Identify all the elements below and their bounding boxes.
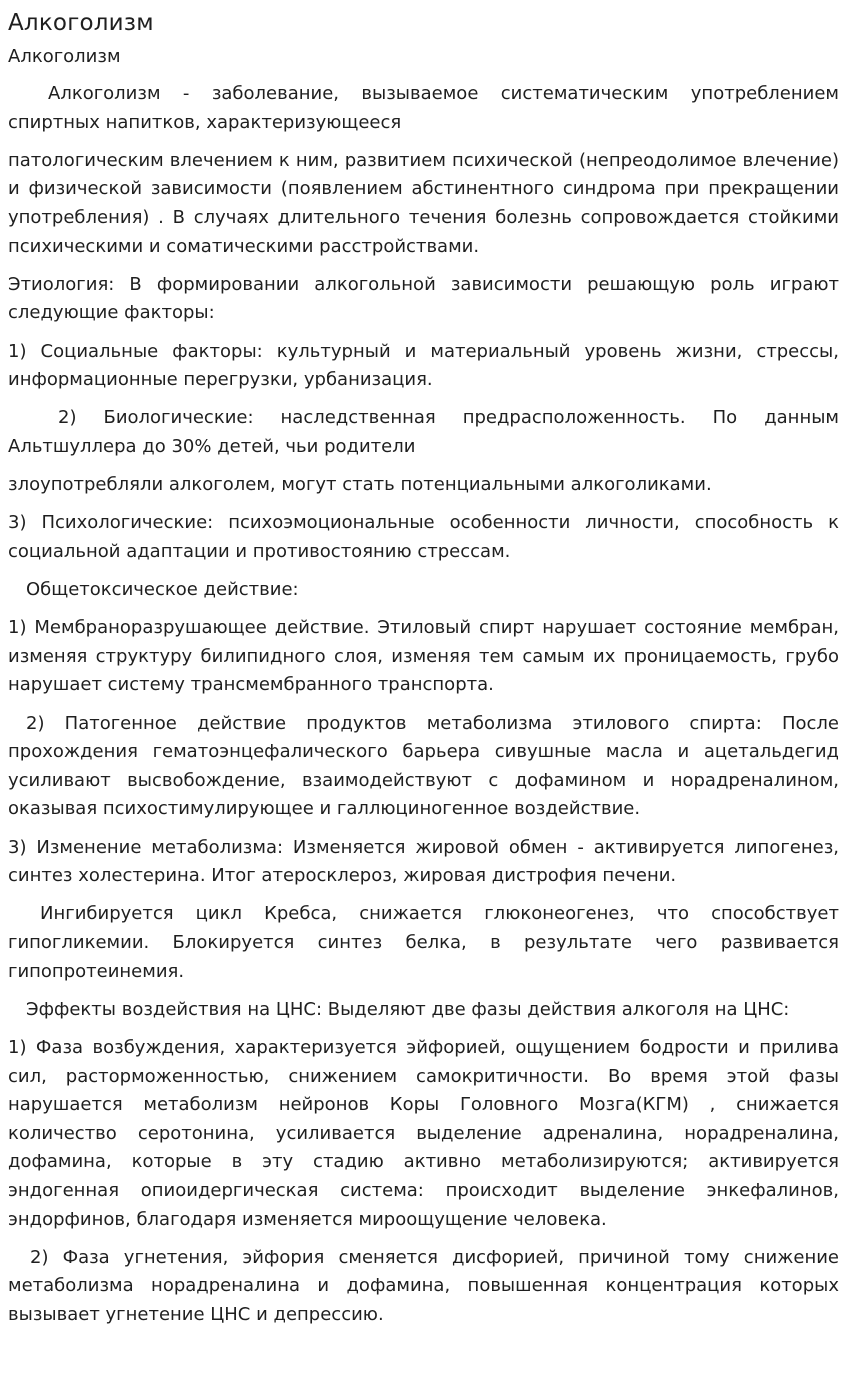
document-subtitle: Алкоголизм bbox=[8, 46, 121, 67]
paragraph: 1) Социальные факторы: культурный и материальный уровень жизни, стрессы, информационные перегрузки, урбанизация. bbox=[8, 340, 839, 391]
paragraph: 2) Биологические: наследственная предрасположенность. По данным Альтшуллера до 30% детей, чьи родители bbox=[8, 407, 839, 457]
paragraph: 2) Фаза угнетения, эйфория сменяется дисфорией, причиной тому снижение метаболизма норадреналина и дофамина, повышенная концентрация которых вызывает угнетение ЦНС и депрессию. bbox=[8, 1246, 839, 1325]
paragraph: злоупотребляли алкоголем, могут стать потенциальными алкоголиками. bbox=[8, 474, 712, 496]
paragraph: 1) Мембраноразрушающее действие. Этиловый спирт нарушает состояние мембран, изменяя структуру билипидного слоя, изменяя тем самым их проницаемость, грубо нарушает систему трансмембранного транспорта. bbox=[8, 617, 839, 696]
paragraph: 2) Патогенное действие продуктов метаболизма этилового спирта: После прохождения гематоэнцефалического барьера сивушные масла и ацетальдегид усиливают высвобождение, взаимодействуют с дофамином и норадреналином, оказывая психостимулирующее и галлюциногенное воздействие. bbox=[8, 712, 839, 820]
document-title: Алкоголизм bbox=[8, 10, 154, 36]
paragraph: Алкоголизм - заболевание, вызываемое систематическим употреблением спиртных напитков, характеризующееся bbox=[8, 83, 839, 133]
paragraph: патологическим влечением к ним, развитием психической (непреодолимое влечение) и физической зависимости (появлением абстинентного синдрома при прекращении употребления) . В случаях длительного течения болезнь сопровождается стойкими психическими и соматическими расстройствами. bbox=[8, 149, 839, 257]
paragraph: 3) Изменение метаболизма: Изменяется жировой обмен - активируется липогенез, синтез холестерина. Итог атеросклероз, жировая дистрофия печени. bbox=[8, 836, 839, 887]
document-body bbox=[8, 80, 839, 1329]
paragraph: 1) Фаза возбуждения, характеризуется эйфорией, ощущением бодрости и прилива сил, расторможенностью, снижением самокритичности. Во время этой фазы нарушается метаболизм нейронов Коры Головного Мозга(КГМ) , снижается количество серотонина, усиливается выделение адреналина, норадреналина, дофамина, которые в эту стадию активно метаболизируются; активируется эндогенная опиоидергическая система: происходит выделение энкефалинов, эндорфинов, благодаря изменяется мироощущение человека. bbox=[8, 1036, 839, 1230]
paragraph: Этиология: В формировании алкогольной зависимости решающую роль играют следующие факторы: bbox=[8, 273, 839, 324]
paragraph: 3) Психологические: психоэмоциональные особенности личности, способность к социальной адаптации и противостоянию стрессам. bbox=[8, 512, 839, 562]
paragraph: Ингибируется цикл Кребса, снижается глюконеогенез, что способствует гипогликемии. Блокируется синтез белка, в результате чего развивается гипопротеинемия. bbox=[8, 903, 839, 982]
paragraph: Эффекты воздействия на ЦНС: Выделяют две фазы действия алкоголя на ЦНС: bbox=[26, 998, 790, 1020]
paragraph: Общетоксическое действие: bbox=[26, 579, 299, 601]
